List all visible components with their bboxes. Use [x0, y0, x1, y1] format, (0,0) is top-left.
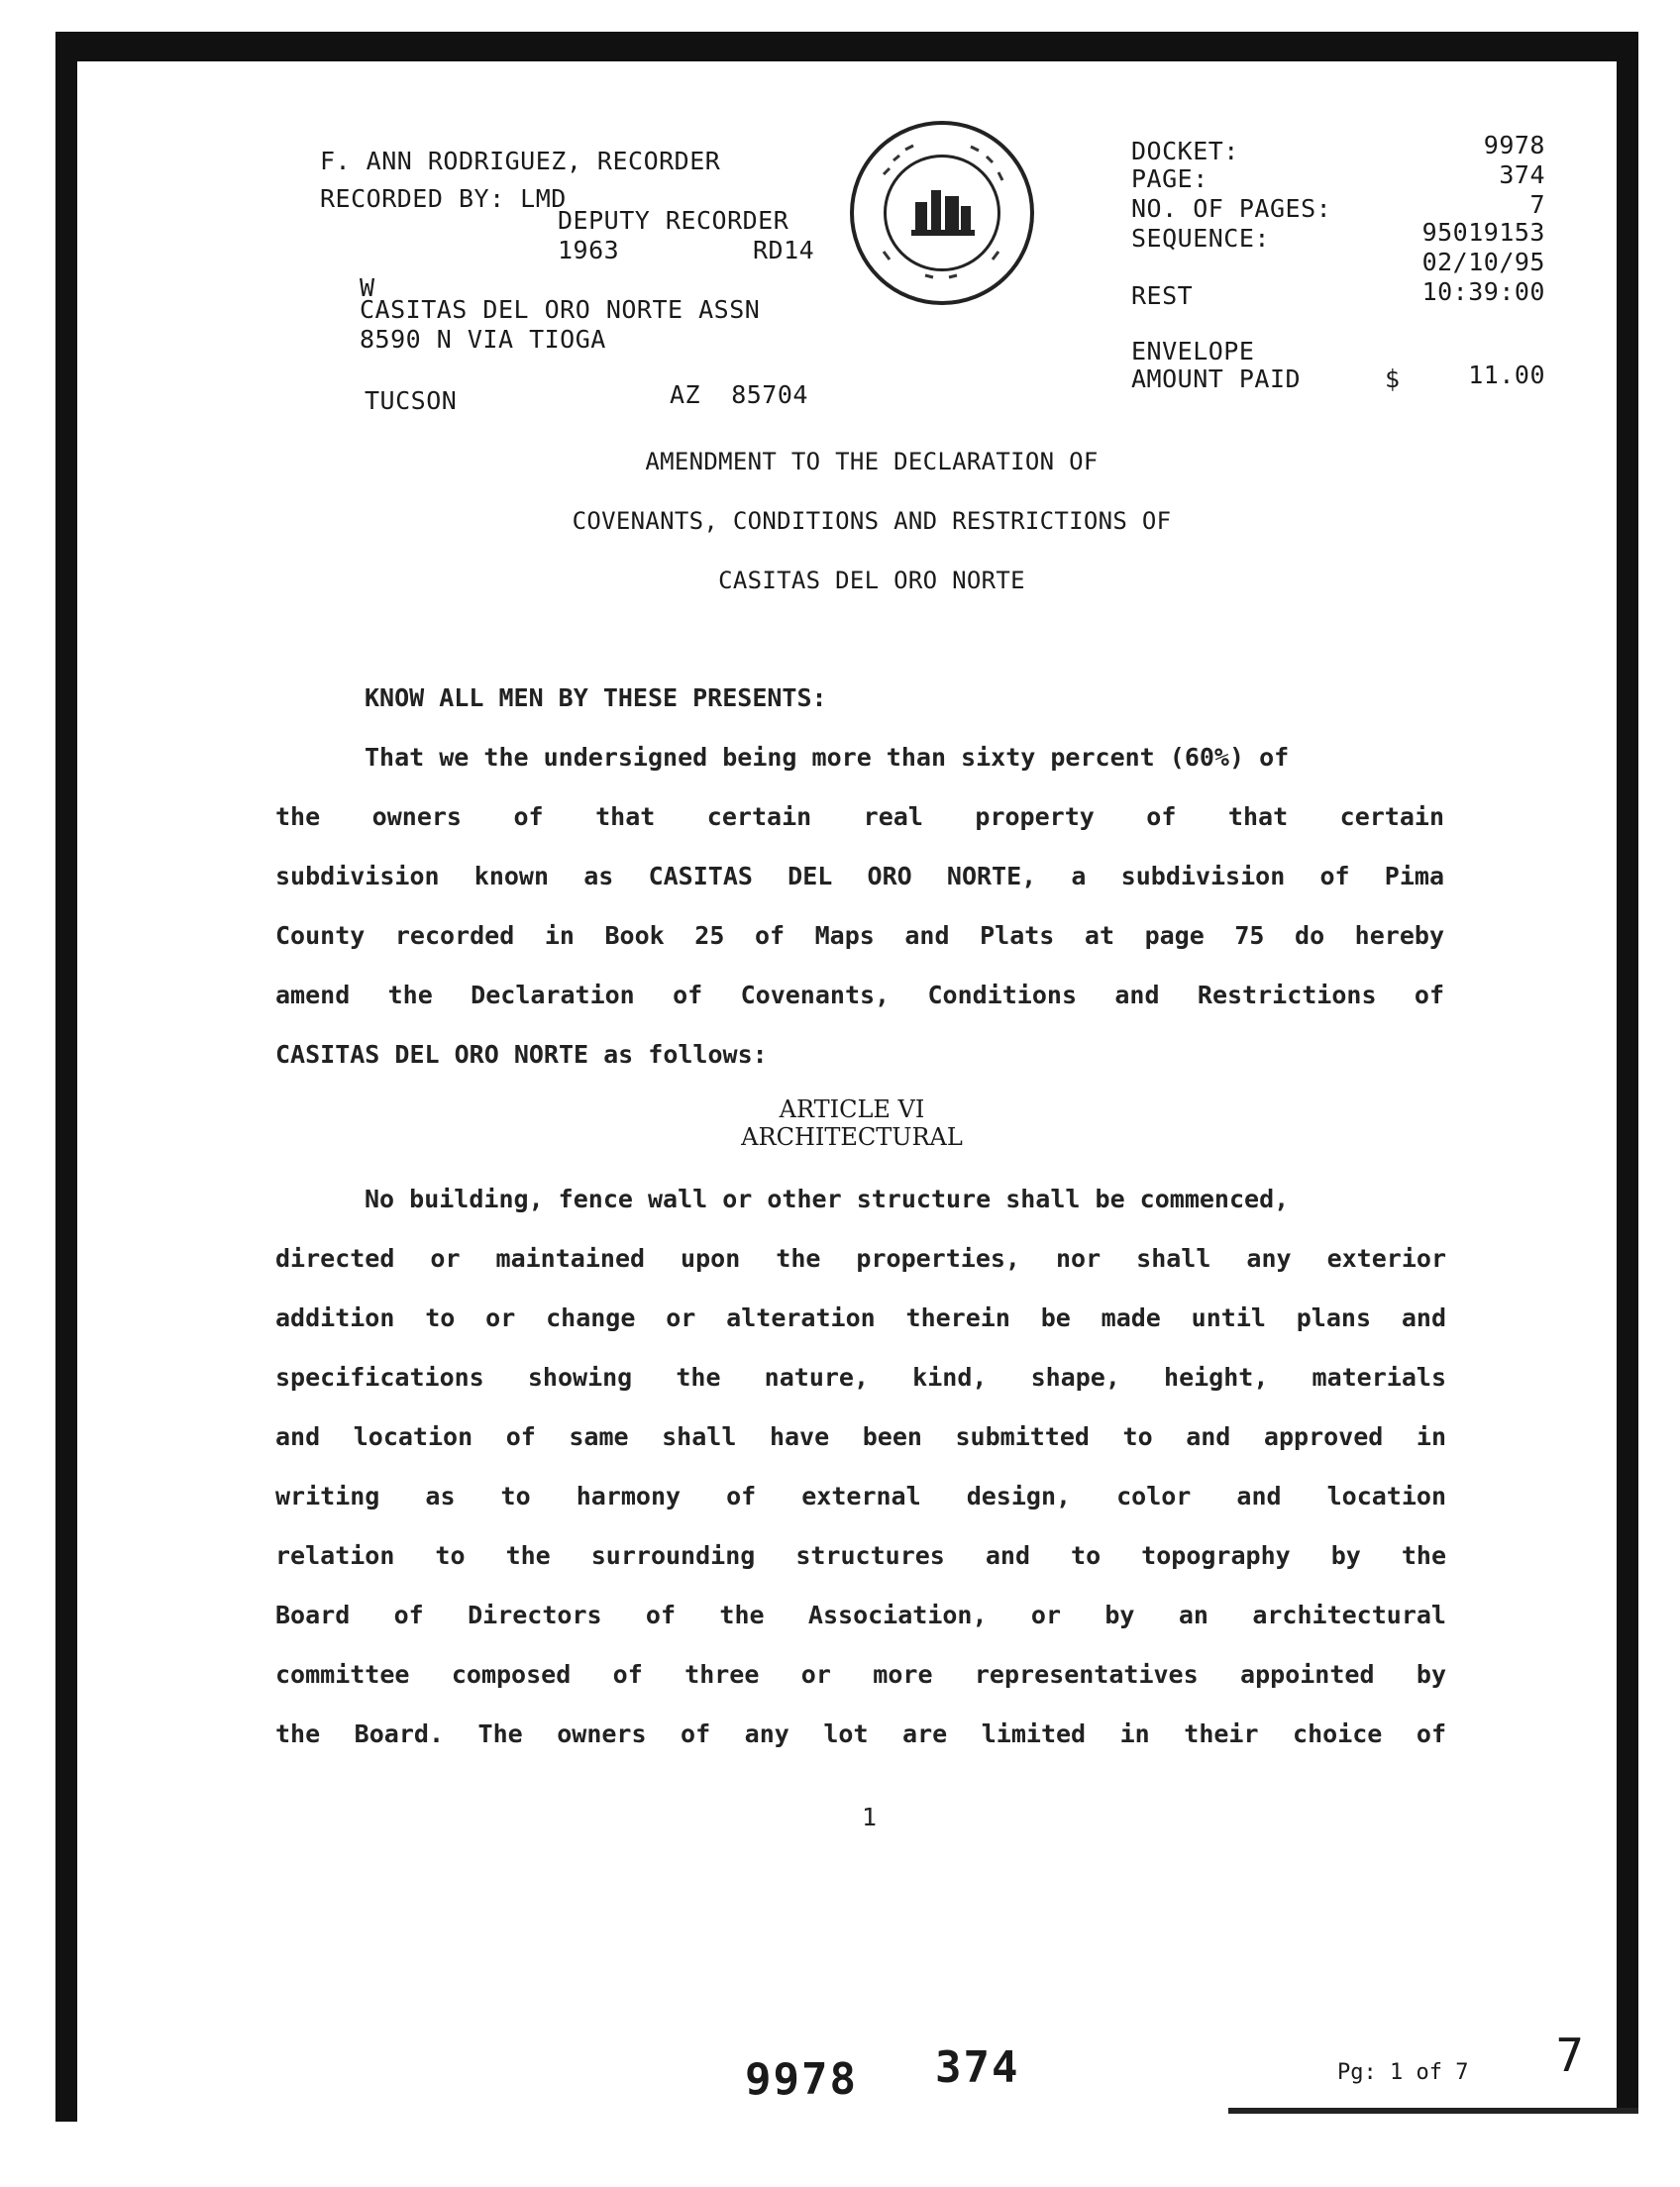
para2-line: writing as to harmony of external design, color and location: [275, 1482, 1446, 1510]
rest-label: REST: [1131, 281, 1194, 310]
article-number: ARTICLE VI: [779, 1095, 925, 1123]
sequence-label: SEQUENCE:: [1131, 224, 1270, 253]
envelope-label: ENVELOPE: [1131, 337, 1255, 365]
addressee-state-zip: AZ 85704: [670, 380, 808, 409]
time-value: 10:39:00: [1421, 277, 1545, 306]
recorder-name: F. ANN RODRIGUEZ, RECORDER: [320, 147, 721, 175]
article-title: ARCHITECTURAL: [741, 1123, 963, 1151]
para1-line: CASITAS DEL ORO NORTE as follows:: [275, 1040, 768, 1069]
para1-line: That we the undersigned being more than sixty percent (60%) of: [365, 743, 1290, 772]
amount-currency: $: [1385, 364, 1401, 393]
para2-line: relation to the surrounding structures and to topography by the: [275, 1541, 1446, 1570]
scan-border-right: [1617, 32, 1638, 2112]
page-count-label: Pg: 1 of 7: [1337, 2060, 1469, 2085]
document-title-line-1: AMENDMENT TO THE DECLARATION OF: [645, 448, 1099, 475]
page-value: 374: [1499, 160, 1545, 189]
para2-line: No building, fence wall or other structure shall be commenced,: [365, 1185, 1290, 1213]
docket-value: 9978: [1483, 131, 1545, 159]
recorded-by: RECORDED BY: LMD: [320, 184, 567, 213]
para2-line: specifications showing the nature, kind, shape, height, materials: [275, 1363, 1446, 1392]
amount-paid-label: AMOUNT PAID: [1131, 364, 1302, 393]
page-number: 1: [862, 1803, 878, 1831]
scan-border-left: [55, 32, 77, 2122]
footer-docket-number: 9978: [745, 2054, 858, 2105]
amount-value: 11.00: [1468, 361, 1545, 389]
salutation: KNOW ALL MEN BY THESE PRESENTS:: [365, 683, 827, 712]
recorder-code-1: 1963: [558, 236, 620, 264]
para2-line: directed or maintained upon the properties, nor shall any exterior: [275, 1244, 1446, 1273]
recorder-code-2: RD14: [753, 236, 815, 264]
addressee-name: CASITAS DEL ORO NORTE ASSN: [360, 295, 761, 324]
handwritten-mark: 7: [1555, 2029, 1585, 2082]
addressee-city: TUCSON: [365, 386, 458, 415]
document-title-line-3: CASITAS DEL ORO NORTE: [718, 567, 1025, 594]
scan-border-top: [59, 32, 1634, 61]
addressee-street: 8590 N VIA TIOGA: [360, 325, 606, 354]
document-title-line-2: COVENANTS, CONDITIONS AND RESTRICTIONS OF: [572, 507, 1172, 535]
para1-line: amend the Declaration of Covenants, Conditions and Restrictions of: [275, 981, 1444, 1009]
sequence-value: 95019153: [1421, 218, 1545, 247]
para2-line: the Board. The owners of any lot are limited in their choice of: [275, 1719, 1446, 1748]
para2-line: addition to or change or alteration therein be made until plans and: [275, 1303, 1446, 1332]
docket-label: DOCKET:: [1131, 137, 1239, 165]
para1-line: subdivision known as CASITAS DEL ORO NORTE, a subdivision of Pima: [275, 862, 1444, 890]
deputy-recorder: DEPUTY RECORDER: [558, 206, 789, 235]
scan-border-bottom: [1228, 2108, 1638, 2114]
page-label: PAGE:: [1131, 164, 1208, 193]
num-pages-value: 7: [1529, 190, 1545, 219]
footer-page-number: 374: [935, 2042, 1020, 2093]
addressee-w: W: [360, 273, 375, 302]
num-pages-label: NO. OF PAGES:: [1131, 194, 1332, 223]
para1-line: County recorded in Book 25 of Maps and Plats at page 75 do hereby: [275, 921, 1444, 950]
county-seal-icon: [854, 125, 1030, 301]
para2-line: committee composed of three or more representatives appointed by: [275, 1660, 1446, 1689]
date-value: 02/10/95: [1421, 248, 1545, 276]
para1-line: the owners of that certain real property of that certain: [275, 802, 1444, 831]
para2-line: and location of same shall have been submitted to and approved in: [275, 1422, 1446, 1451]
para2-line: Board of Directors of the Association, or by an architectural: [275, 1601, 1446, 1629]
county-seal: [850, 121, 1034, 305]
